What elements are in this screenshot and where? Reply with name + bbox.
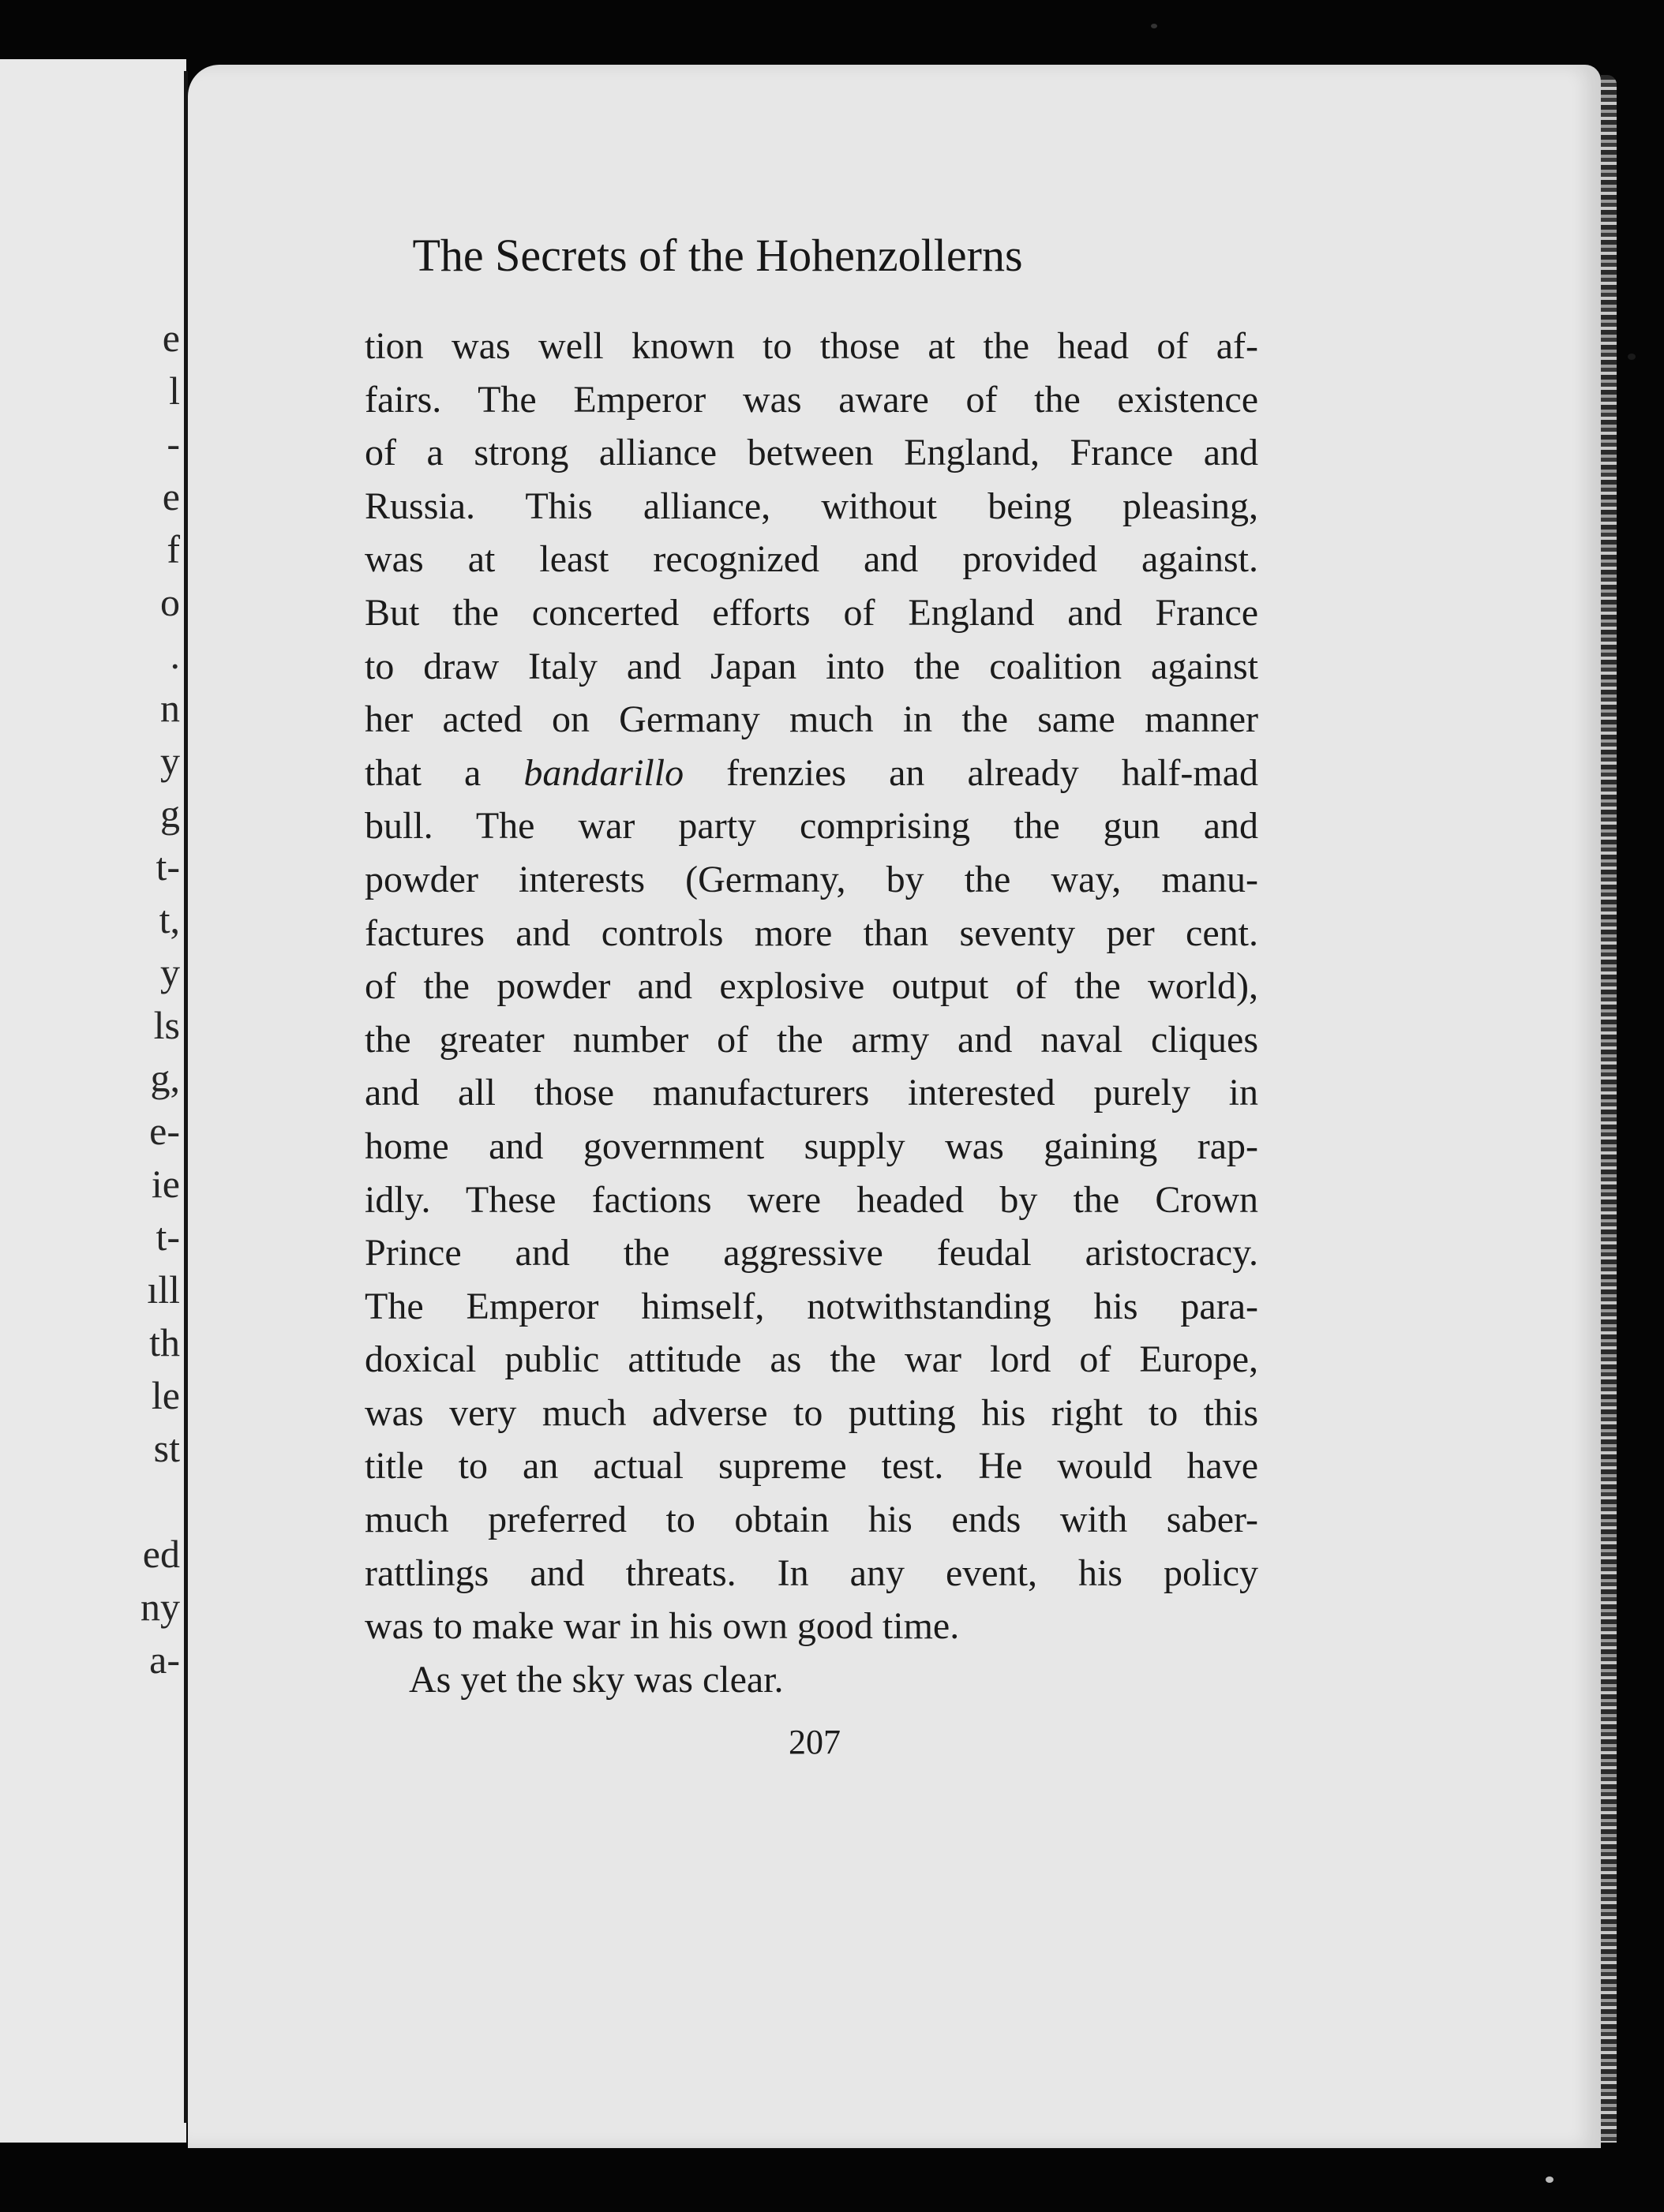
facing-page-fragment: le xyxy=(151,1373,180,1417)
closing-line: As yet the sky was clear. xyxy=(409,1658,784,1701)
facing-page-fragment: l xyxy=(169,369,180,413)
text-line: to draw Italy and Japan into the coalition against xyxy=(365,645,1258,687)
text-line: doxical public attitude as the war lord of Europe, xyxy=(365,1338,1258,1381)
facing-page-text-fragments xyxy=(117,312,180,1686)
facing-page-left xyxy=(0,59,186,2143)
facing-page-fragment: t- xyxy=(156,1215,180,1259)
facing-page-fragment: . xyxy=(170,633,180,677)
facing-page-fragment: e- xyxy=(149,1109,180,1153)
facing-page-fragment: - xyxy=(167,421,180,466)
facing-page-fragment xyxy=(117,1475,180,1528)
text-line: the greater number of the army and naval cliques xyxy=(365,1018,1258,1061)
text-line: was to make war in his own good time. xyxy=(365,1605,960,1648)
page-number: 207 xyxy=(789,1723,841,1761)
text-line: title to an actual supreme test. He would have xyxy=(365,1445,1258,1488)
facing-page-fragment: y xyxy=(160,950,180,994)
facing-page-fragment: t, xyxy=(159,897,180,941)
text-line: But the concerted efforts of England and France xyxy=(365,591,1258,634)
text-line: much preferred to obtain his ends with saber- xyxy=(365,1499,1258,1541)
text-line: home and government supply was gaining rap- xyxy=(365,1125,1258,1167)
body-paragraph xyxy=(365,320,1258,1706)
facing-page-fragment: e xyxy=(162,316,180,360)
facing-page-fragment: g xyxy=(160,792,180,836)
text-line: bull. The war party comprising the gun and xyxy=(365,805,1258,848)
text-line: powder interests (Germany, by the way, manu- xyxy=(365,858,1258,900)
text-line: her acted on Germany much in the same manner xyxy=(365,698,1258,741)
facing-page-fragment: a- xyxy=(149,1637,180,1682)
text-line xyxy=(365,747,1258,800)
text-line: factures and controls more than seventy per cent. xyxy=(365,911,1258,954)
scan-speck xyxy=(1546,2176,1553,2183)
text-line: rattlings and threats. In any event, his policy xyxy=(365,1551,1258,1594)
facing-page-fragment: ie xyxy=(151,1162,180,1206)
text-line: of a strong alliance between England, France and xyxy=(365,432,1258,474)
text-line: fairs. The Emperor was aware of the existence xyxy=(365,378,1258,421)
facing-page-fragment: y xyxy=(160,739,180,783)
italic-term: bandarillo xyxy=(523,751,684,794)
text-line: and all those manufacturers interested purely in xyxy=(365,1072,1258,1114)
facing-page-fragment: f xyxy=(167,527,180,571)
text-segment: that a xyxy=(365,751,524,794)
text-line: tion was well known to those at the head of af- xyxy=(365,325,1258,367)
facing-page-fragment: st xyxy=(153,1426,180,1470)
text-line: was very much adverse to putting his right to this xyxy=(365,1391,1258,1434)
text-line: Prince and the aggressive feudal aristocracy. xyxy=(365,1232,1258,1274)
facing-page-fragment: ıll xyxy=(147,1267,180,1312)
text-line: idly. These factions were headed by the Crown xyxy=(365,1178,1258,1221)
facing-page-fragment: e xyxy=(162,474,180,518)
text-line: was at least recognized and provided against. xyxy=(365,538,1258,581)
facing-page-fragment: ls xyxy=(153,1003,180,1047)
text-line: The Emperor himself, notwithstanding his para- xyxy=(365,1285,1258,1327)
scan-speck xyxy=(1628,354,1636,360)
text-line: of the powder and explosive output of the world), xyxy=(365,965,1258,1008)
text-segment: frenzies an already half-mad xyxy=(684,751,1259,794)
facing-page-fragment: th xyxy=(149,1320,180,1364)
facing-page-fragment: t- xyxy=(156,844,180,889)
facing-page-fragment: n xyxy=(160,686,180,730)
running-head: The Secrets of the Hohenzollerns xyxy=(412,230,1023,281)
page-edge-stack xyxy=(1601,75,1617,2143)
facing-page-fragment: g, xyxy=(150,1056,180,1100)
scan-speck xyxy=(1151,24,1157,28)
facing-page-fragment: o xyxy=(160,580,180,624)
text-line: Russia. This alliance, without being pleasing, xyxy=(365,485,1258,527)
facing-page-fragment: ed xyxy=(142,1532,180,1576)
facing-page-fragment: ny xyxy=(141,1585,180,1629)
